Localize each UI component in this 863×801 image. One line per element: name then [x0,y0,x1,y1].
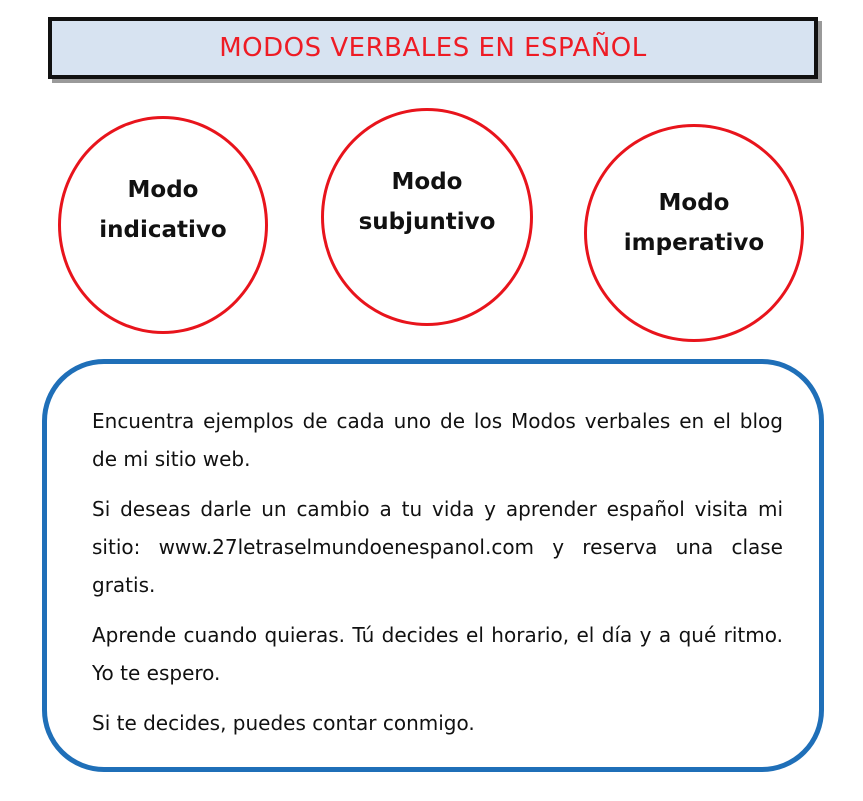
info-box [42,359,824,772]
mode-label-line1: Modo [658,190,730,216]
info-paragraph-website: Si deseas darle un cambio a tu vida y aprender español visita mi sitio: www.27letraselmundoenespanol.com y reserva una clase gratis. [92,497,783,597]
info-paragraph-blog: Encuentra ejemplos de cada uno de los Modos verbales en el blog de mi sitio web. [92,409,783,471]
info-paragraph-schedule: Aprende cuando quieras. Tú decides el horario, el día y a qué ritmo. Yo te espero. [92,623,783,685]
mode-label-line2: subjuntivo [358,209,496,235]
mode-label-line1: Modo [391,169,463,195]
mode-label-line2: imperativo [623,230,765,256]
mode-label-line2: indicativo [99,217,227,243]
mode-circle-subjuntivo [321,108,533,326]
mode-circle-indicativo [58,116,268,334]
page-title: MODOS VERBALES EN ESPAÑOL [219,33,647,63]
mode-circle-imperativo [584,124,804,342]
info-paragraph-closing: Si te decides, puedes contar conmigo. [92,711,475,735]
title-banner [48,17,818,79]
mode-label-line1: Modo [127,177,199,203]
